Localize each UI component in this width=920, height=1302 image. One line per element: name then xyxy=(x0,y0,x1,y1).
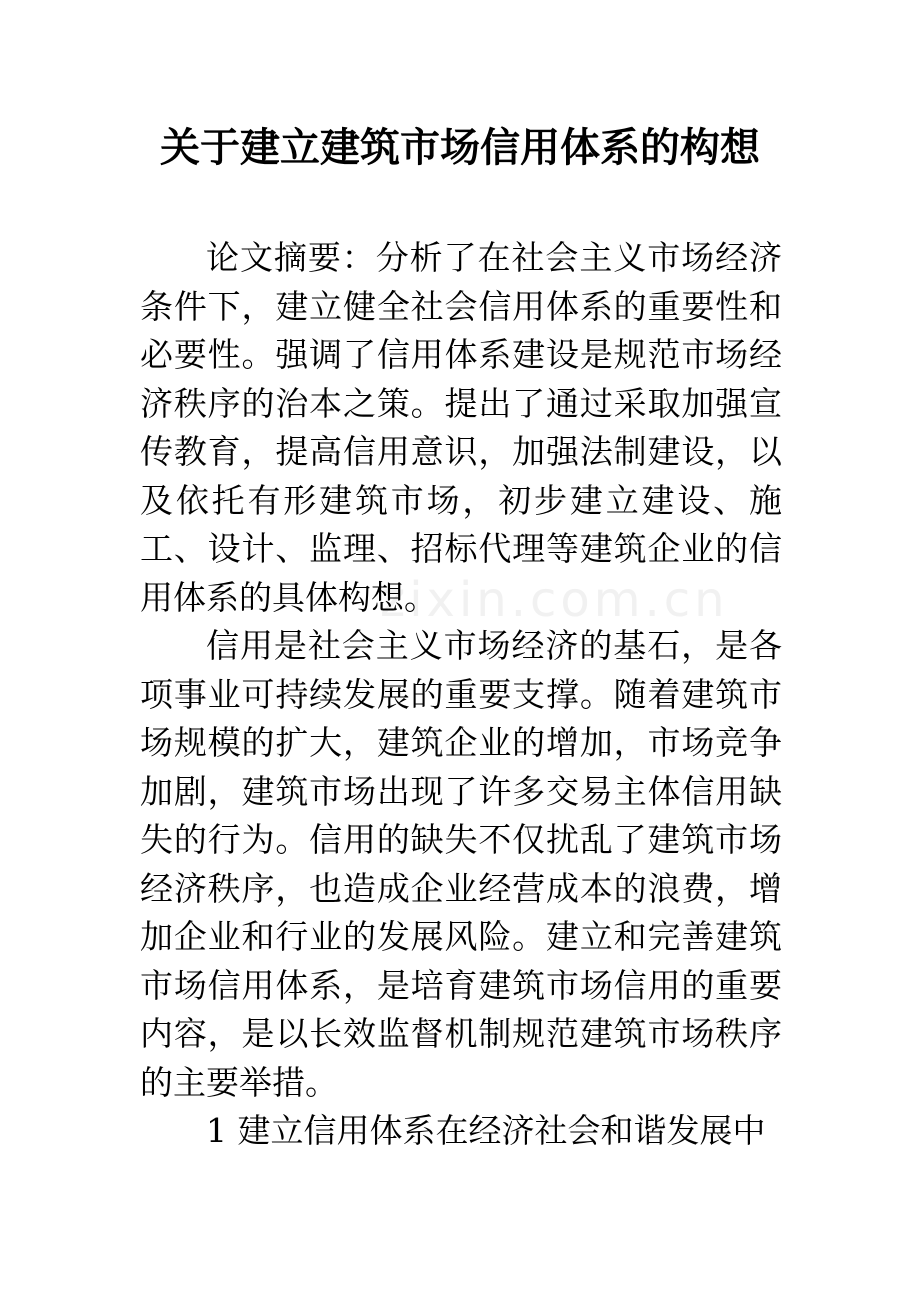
watermark: zixin.com.cn xyxy=(380,572,729,628)
document-title: 关于建立建筑市场信用体系的构想 xyxy=(160,124,760,171)
section-heading: 1 建立信用体系在经济社会和谐发展中 xyxy=(206,1111,766,1150)
body-paragraph: 信用是社会主义市场经济的基石，是各项事业可持续发展的重要支撑。随着建筑市场规模的扩大，建筑企业的增加，市场竞争加剧，建筑市场出现了许多交易主体信用缺失的行为。信用的缺失不仅扰乱了建筑市场经济秩序，也造成企业经营成本的浪费，增加企业和行业的发展风险。建立和完善建筑市场信用体系，是培育建筑市场信用的重要内容，是以长效监督机制规范建筑市场秩序的主要举措。 xyxy=(140,626,782,1102)
abstract-paragraph: 论文摘要：分析了在社会主义市场经济条件下，建立健全社会信用体系的重要性和必要性。强调了信用体系建设是规范市场经济秩序的治本之策。提出了通过采取加强宣传教育，提高信用意识，加强法制建设，以及依托有形建筑市场，初步建立建设、施工、设计、监理、招标代理等建筑企业的信用体系的具体构想。 xyxy=(140,238,782,617)
document-body xyxy=(140,234,782,1156)
